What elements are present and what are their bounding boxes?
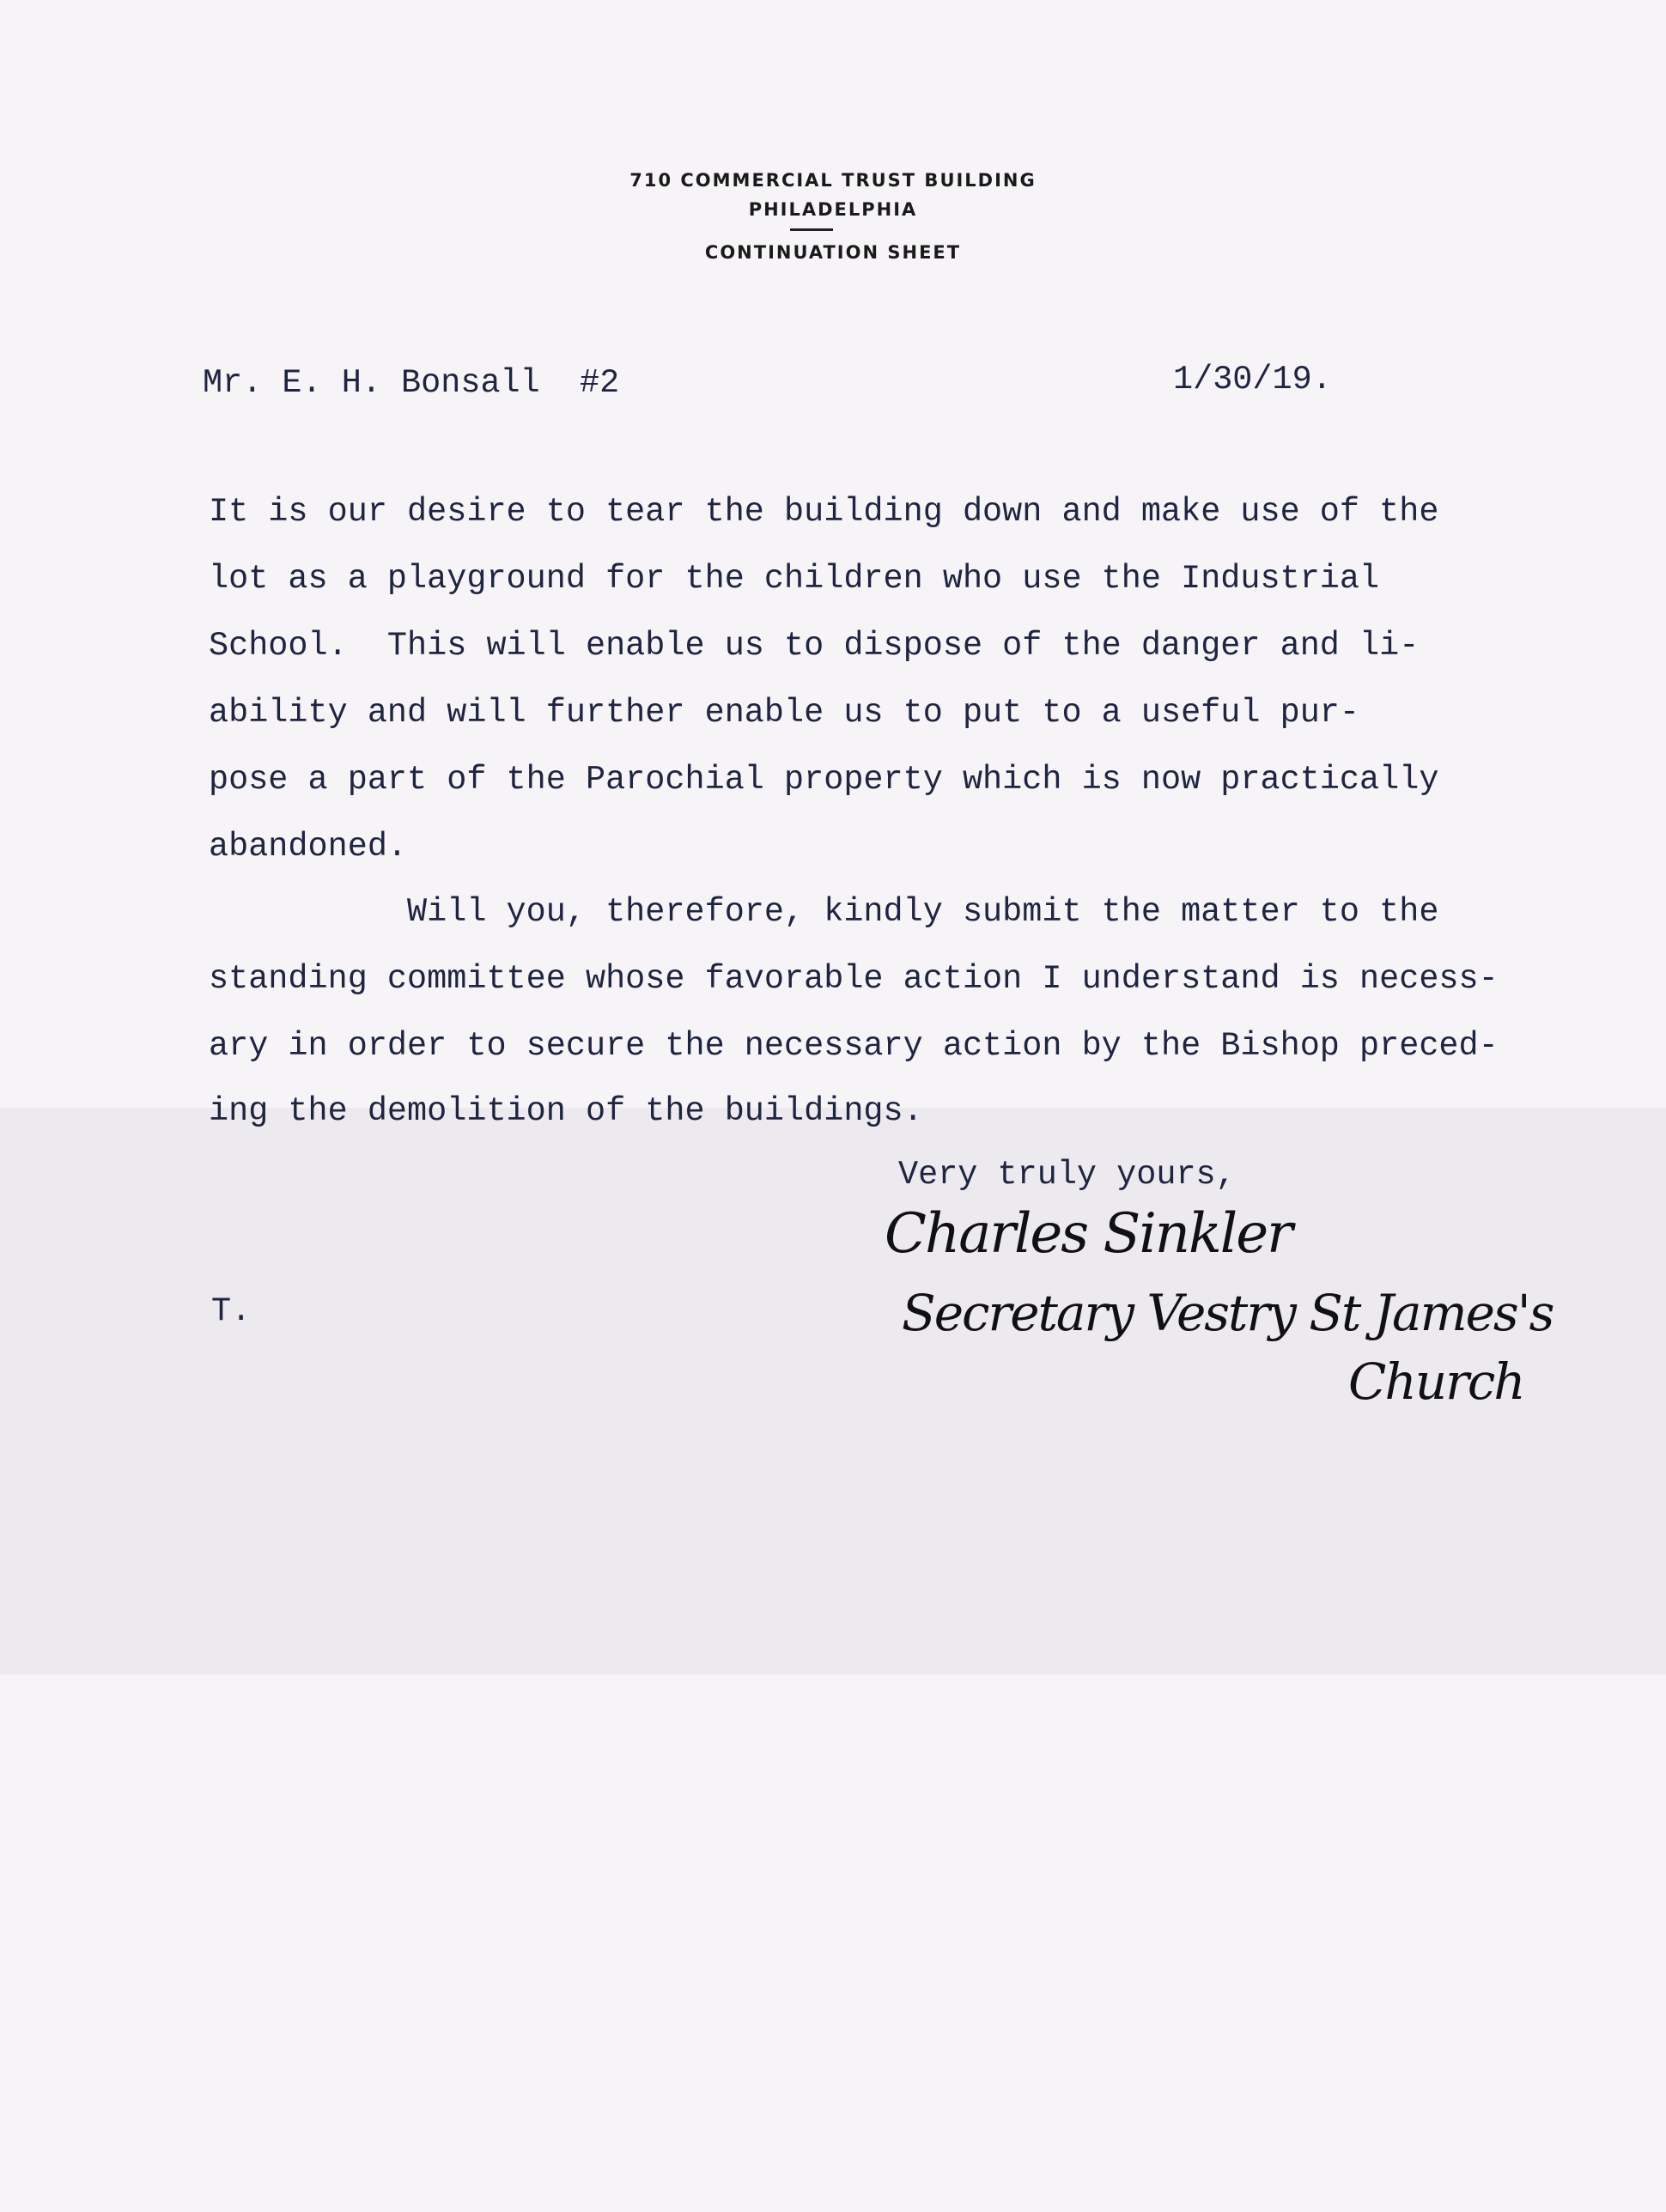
signature-name: Charles Sinkler bbox=[885, 1202, 1292, 1266]
body-line: lot as a playground for the children who use the Industrial bbox=[209, 560, 1380, 598]
body-line: abandoned. bbox=[209, 828, 408, 866]
body-line: ability and will further enable us to put to a useful pur- bbox=[209, 694, 1360, 732]
body-line: School. This will enable us to dispose of the danger and li- bbox=[209, 627, 1420, 665]
body-line: standing committee whose favorable action I understand is necess- bbox=[209, 960, 1499, 998]
letterhead-city: PHILADELPHIA bbox=[748, 199, 918, 220]
body-line: pose a part of the Parochial property which is now practically bbox=[209, 761, 1439, 799]
signature-title: Secretary Vestry St James's bbox=[902, 1284, 1554, 1342]
letterhead-sheet: CONTINUATION SHEET bbox=[704, 242, 962, 263]
letterhead-address: 710 COMMERCIAL TRUST BUILDING bbox=[629, 170, 1037, 191]
letter-date: 1/30/19. bbox=[1173, 361, 1332, 398]
closing: Very truly yours, bbox=[898, 1156, 1236, 1194]
typist-initial: T. bbox=[211, 1292, 252, 1330]
letterhead-divider bbox=[790, 228, 833, 231]
body-line: Will you, therefore, kindly submit the matter to the bbox=[209, 893, 1439, 931]
body-line: It is our desire to tear the building down and make use of the bbox=[209, 493, 1439, 531]
recipient-line: Mr. E. H. Bonsall #2 bbox=[203, 364, 620, 402]
body-line: ing the demolition of the buildings. bbox=[209, 1092, 923, 1130]
body-line: ary in order to secure the necessary action by the Bishop preced- bbox=[209, 1027, 1499, 1065]
signature-title-church: Church bbox=[1348, 1352, 1524, 1411]
